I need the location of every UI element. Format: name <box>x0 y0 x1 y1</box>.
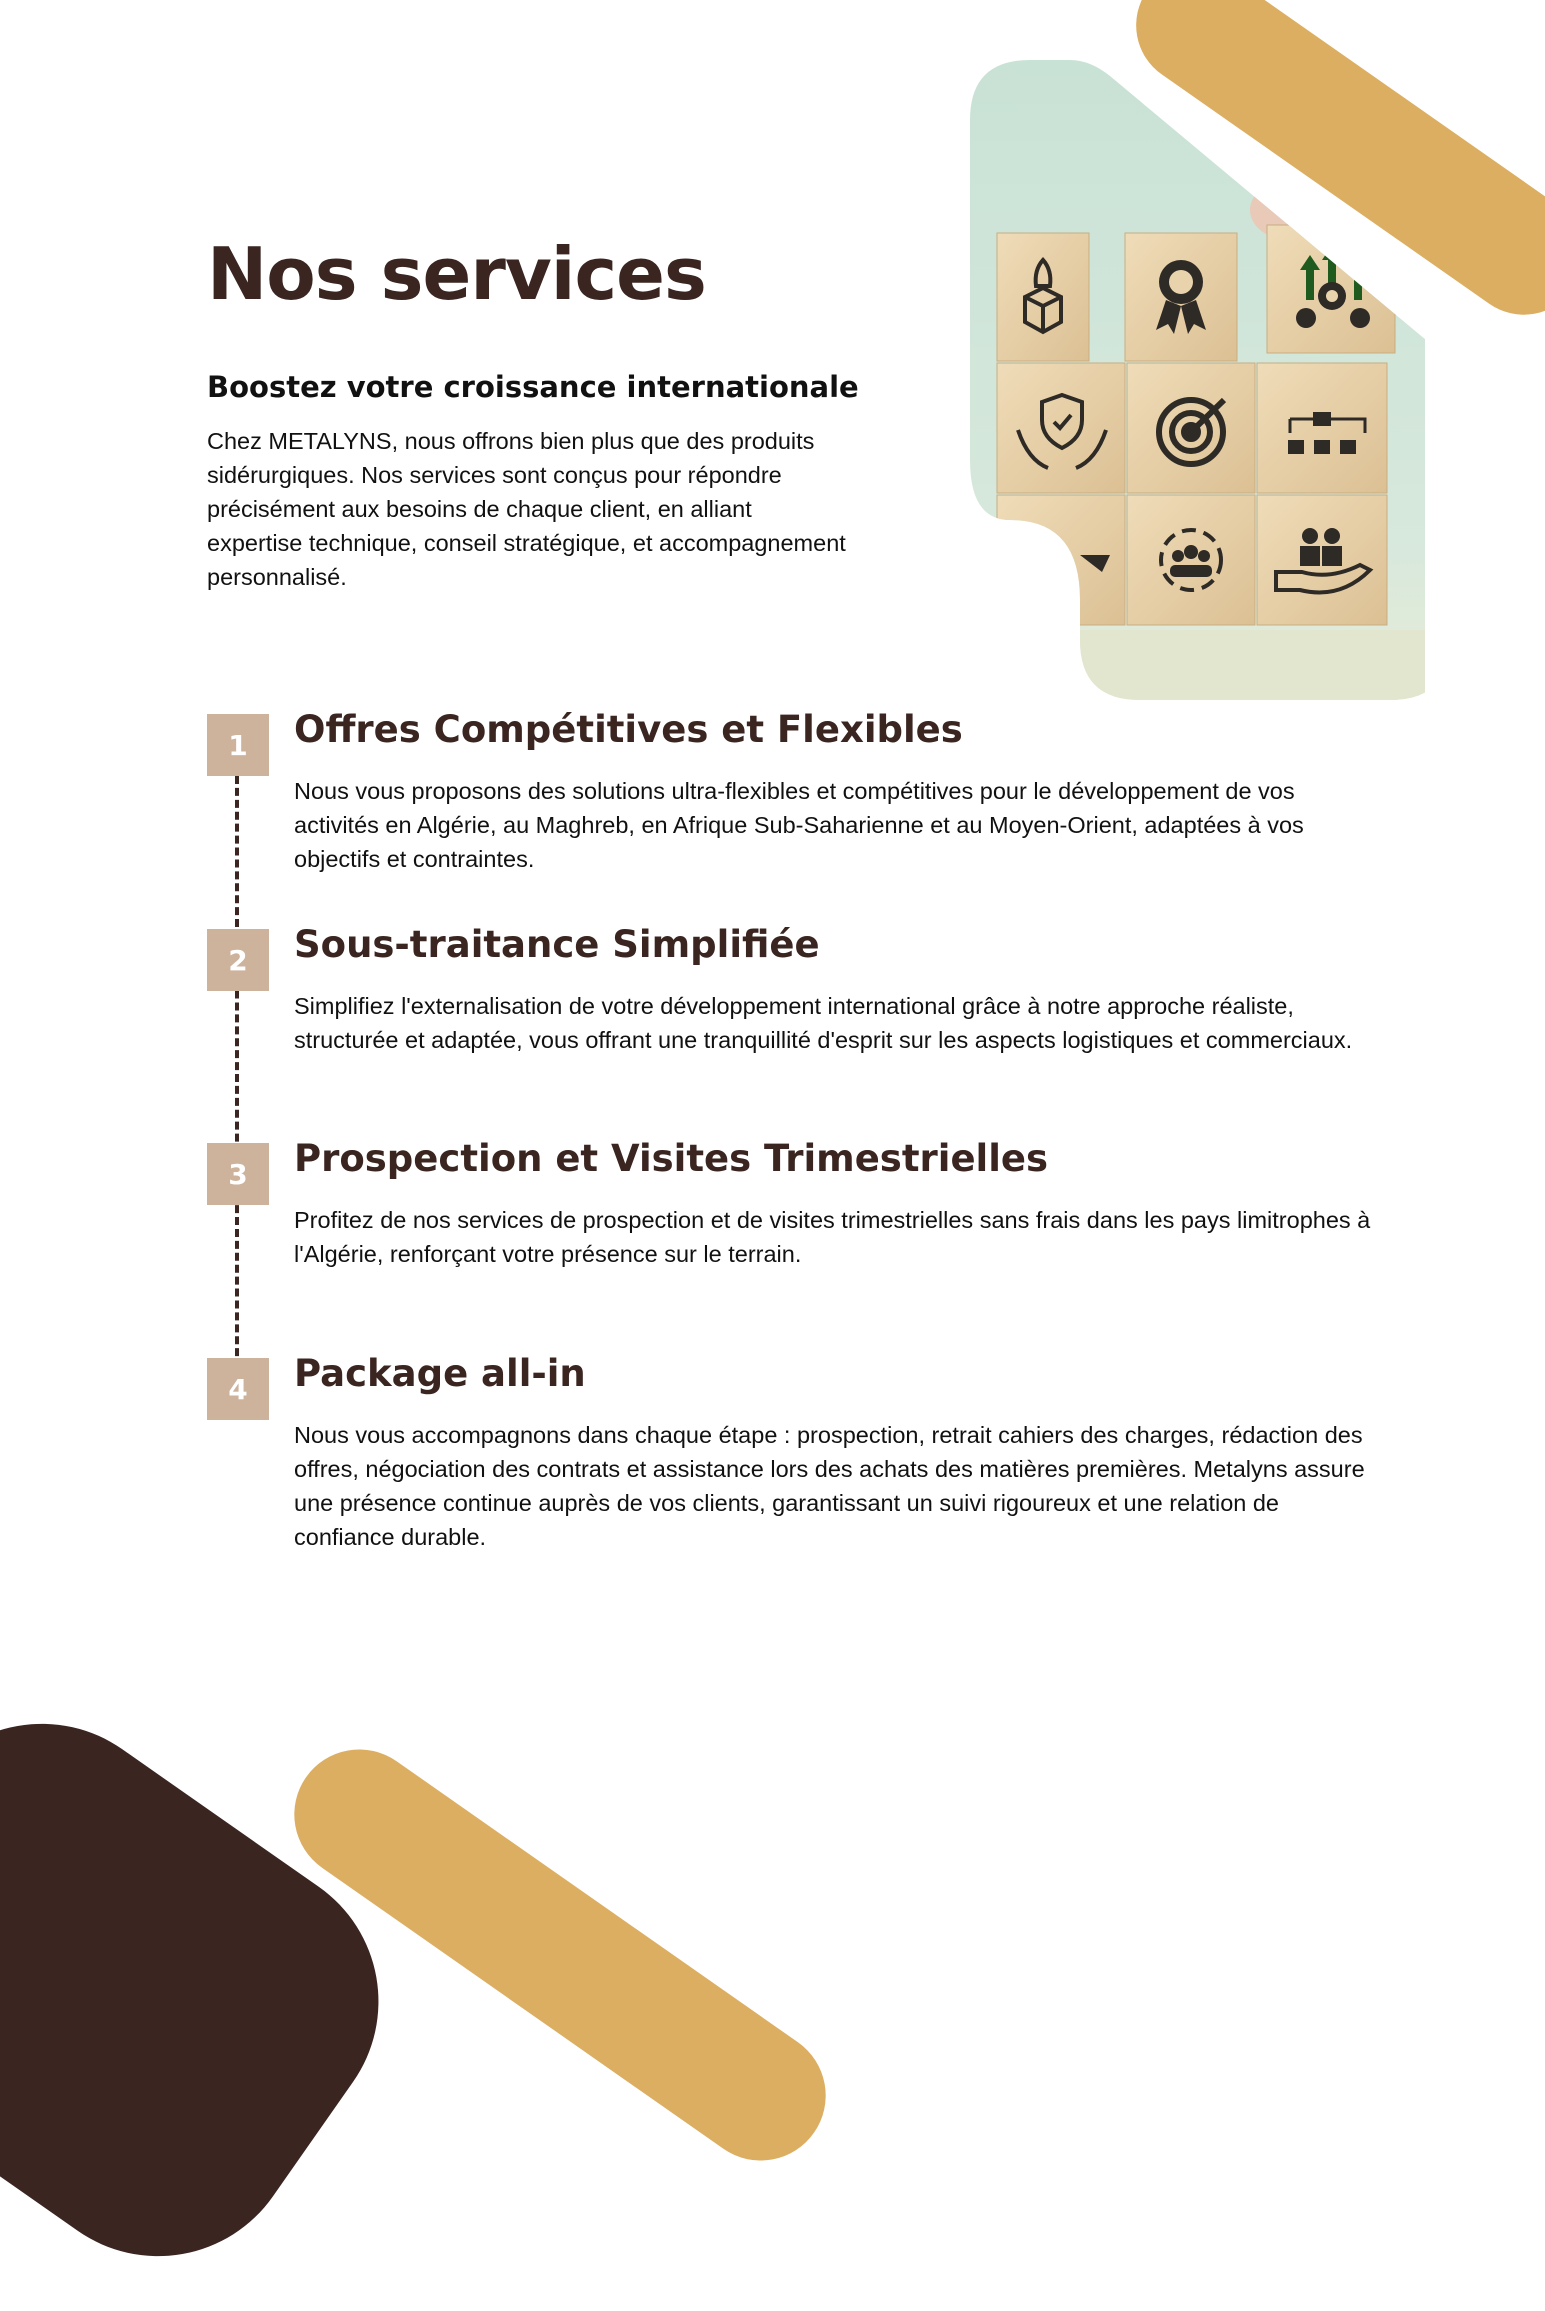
step-title: Prospection et Visites Trimestrielles <box>294 1137 1049 1180</box>
wood-block <box>1127 495 1255 625</box>
step-number-badge: 1 <box>207 714 269 776</box>
wood-block <box>997 233 1089 361</box>
intro-paragraph: Chez METALYNS, nous offrons bien plus que des produits sidérurgiques. Nos services sont conçus pour répondre précisément aux besoins de chaque client, en alliant expertise technique, conseil stratégique, et accompagnement personnalisé. <box>207 428 846 590</box>
step-description: Profitez de nos services de prospection et de visites trimestrielles sans frais dans les pays limitrophes à l'Algérie, renforçant votre présence sur le terrain. <box>294 1207 1371 1267</box>
step-title: Sous-traitance Simplifiée <box>294 923 820 966</box>
hero-image <box>970 60 1425 700</box>
step-number-badge: 3 <box>207 1143 269 1205</box>
step-title: Offres Compétitives et Flexibles <box>294 708 963 751</box>
page-title: Nos services <box>207 232 706 316</box>
step-number-badge: 2 <box>207 929 269 991</box>
step-description: Nous vous proposons des solutions ultra-flexibles et compétitives pour le développement de vos activités en Algérie, au Maghreb, en Afrique Sub-Saharienne et au Moyen-Orient, adaptées à vos objectifs et contraintes. <box>294 778 1304 872</box>
step-number-badge: 4 <box>207 1358 269 1420</box>
wood-block <box>1257 363 1387 493</box>
step-description: Nous vous accompagnons dans chaque étape : prospection, retrait cahiers des charges, rédaction des offres, négociation des contrats et assistance lors des achats des matières premières. Metalyns assure une présence continue auprès de vos clients, garantissant un suivi rigoureux et une relation de confiance durable. <box>294 1422 1365 1550</box>
step-description: Simplifiez l'externalisation de votre développement international grâce à notre approche réaliste, structurée et adaptée, vous offrant une tranquillité d'esprit sur les aspects logistiques et commerciaux. <box>294 993 1353 1053</box>
timeline-connector <box>235 776 239 1380</box>
step-title: Package all-in <box>294 1352 586 1395</box>
page-subtitle: Boostez votre croissance internationale <box>207 370 859 404</box>
